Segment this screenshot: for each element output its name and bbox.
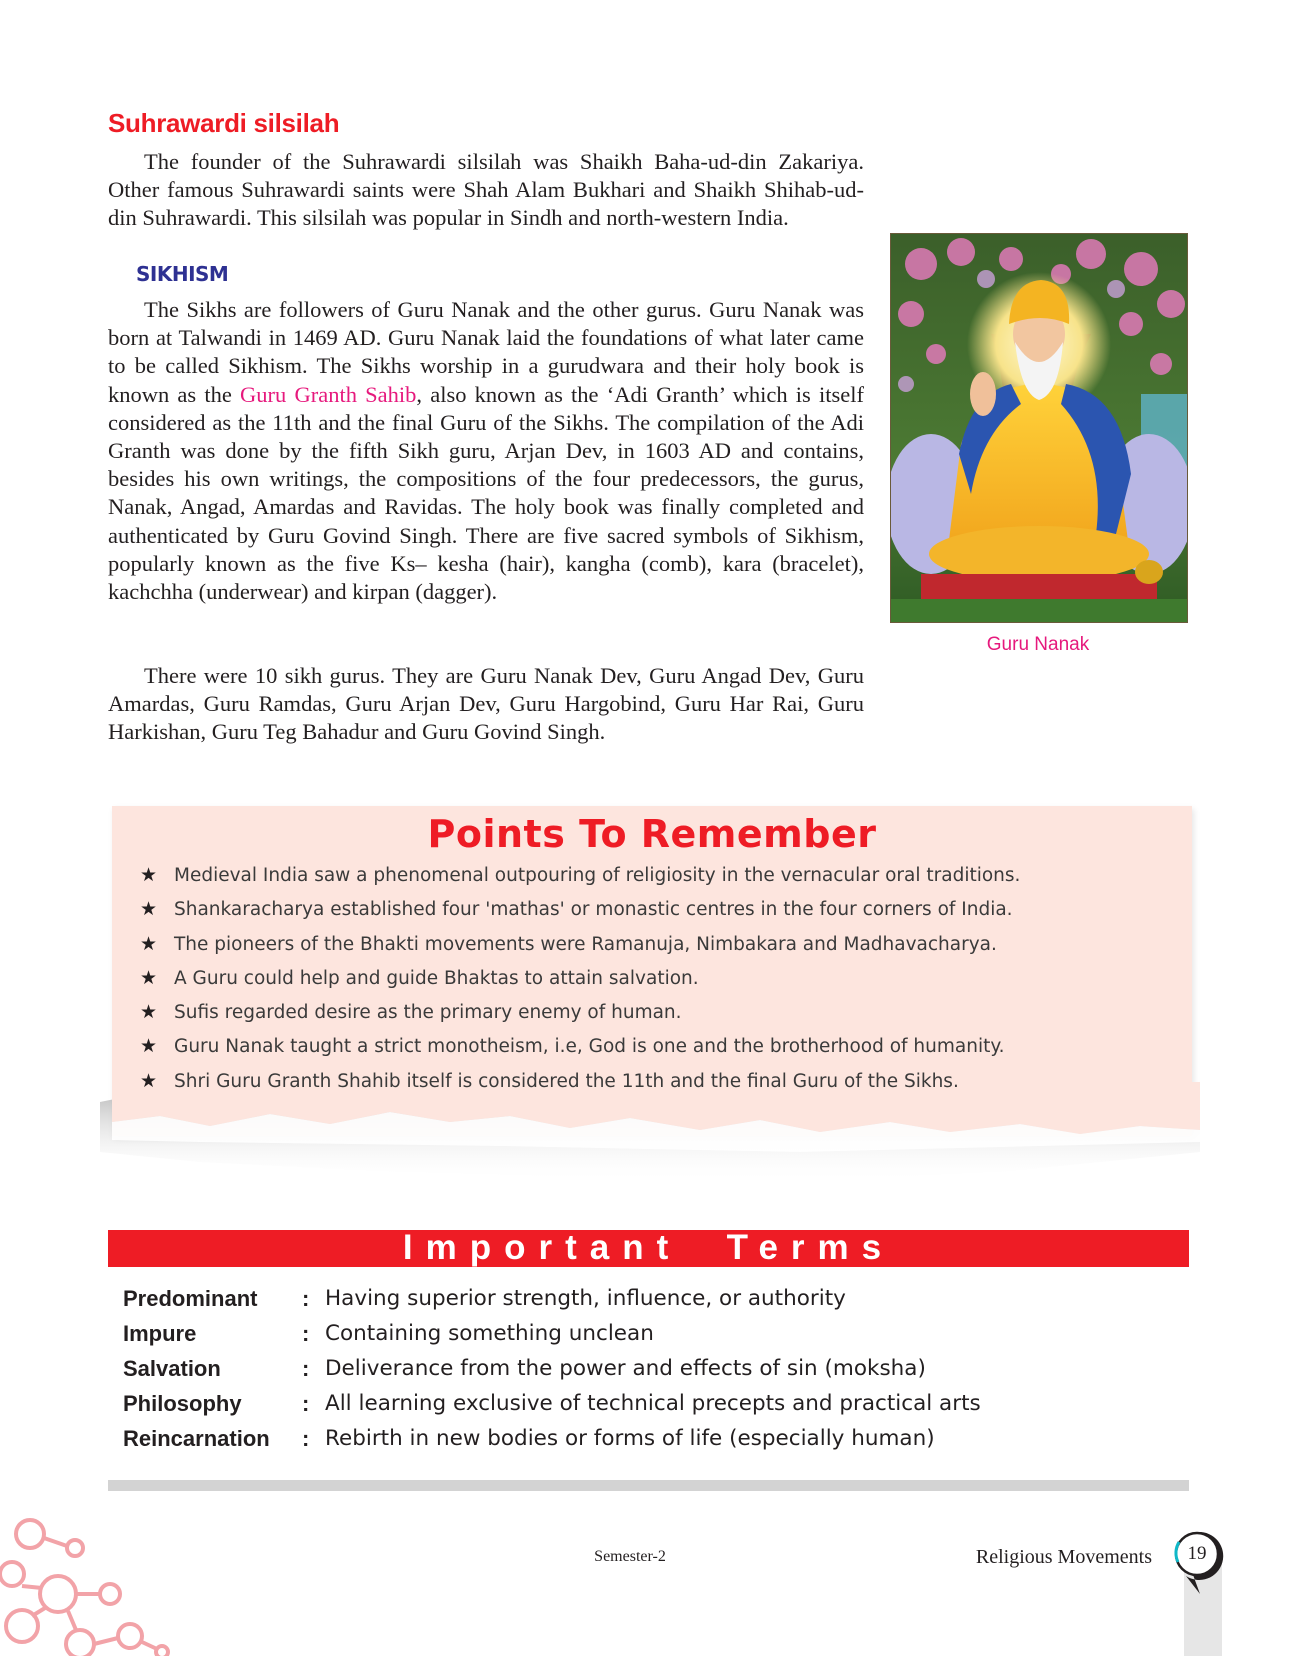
term-word: Salvation [123, 1356, 221, 1381]
circles-decoration [0, 1516, 175, 1656]
star-icon: ★ [140, 1069, 158, 1092]
points-list [140, 858, 1190, 1098]
term-separator: : [302, 1426, 310, 1451]
term-row [123, 1391, 1183, 1425]
section-heading-sikhism: SIKHISM [136, 262, 229, 286]
page-number: 19 [1187, 1543, 1207, 1564]
guru-nanak-portrait [890, 233, 1188, 623]
list-item-text: A Guru could help and guide Bhaktas to attain salvation. [174, 967, 699, 989]
star-icon: ★ [140, 898, 158, 921]
term-definition: All learning exclusive of technical precepts and practical arts [325, 1391, 981, 1416]
term-separator: : [302, 1286, 310, 1311]
term-definition: Containing something unclean [325, 1321, 654, 1346]
footer-chapter-title: Religious Movements [975, 1546, 1152, 1568]
paragraph-suhrawardi: The founder of the Suhrawardi silsilah was Shaikh Baha-ud-din Zakariya. Other famous Suhrawardi saints were Shah Alam Bukhari and Shaikh Shihab-ud-din Suhrawardi. This silsilah was popular in Sindh and north-western India. [108, 149, 864, 231]
divider [108, 1480, 1189, 1491]
star-icon: ★ [140, 966, 158, 989]
term-row [123, 1426, 1183, 1460]
important-terms-title: Important Terms [402, 1228, 895, 1267]
list-item [140, 892, 1190, 926]
star-icon: ★ [140, 1035, 158, 1058]
list-item-text: Shankaracharya established four 'mathas' or monastic centres in the four corners of India. [174, 899, 1013, 921]
term-word: Reincarnation [123, 1426, 270, 1451]
term-separator: : [302, 1321, 310, 1346]
paragraph-sikh-gurus: There were 10 sikh gurus. They are Guru Nanak Dev, Guru Angad Dev, Guru Amardas, Guru Ramdas, Guru Arjan Dev, Guru Hargobind, Guru Har Rai, Guru Harkishan, Guru Teg Bahadur and Guru Govind Singh. [108, 663, 864, 745]
highlight-guru-granth-sahib: Guru Granth Sahib [240, 381, 417, 407]
paragraph-text: The Sikhs are followers of Guru Nanak and the other gurus. Guru Nanak was born at Talwandi in 1469 AD. Guru Nanak laid the foundations of what later came to be called Sikhism. The Sikhs worship in a gurudwara and their holy book is known as the [108, 297, 864, 407]
term-row [123, 1321, 1183, 1355]
list-item [140, 961, 1190, 995]
term-definition: Rebirth in new bodies or forms of life (especially human) [325, 1426, 935, 1451]
list-item [140, 1029, 1190, 1063]
star-icon: ★ [140, 932, 158, 955]
paragraph-sikhism-1 [108, 296, 864, 606]
list-item-text: Shri Guru Granth Shahib itself is considered the 11th and the final Guru of the Sikhs. [174, 1070, 959, 1092]
star-icon: ★ [140, 864, 158, 886]
list-item-text: Medieval India saw a phenomenal outpouring of religiosity in the vernacular oral traditions. [174, 865, 1021, 886]
list-item [140, 995, 1190, 1029]
list-item [140, 927, 1190, 961]
star-icon: ★ [140, 1001, 158, 1024]
term-definition: Having superior strength, influence, or authority [325, 1286, 846, 1311]
term-word: Predominant [123, 1286, 258, 1311]
points-to-remember-title: Points To Remember [427, 812, 877, 856]
term-row [123, 1286, 1183, 1320]
figure-caption: Guru Nanak [986, 634, 1090, 655]
section-heading-suhrawardi: Suhrawardi silsilah [108, 108, 340, 138]
footer-semester: Semester-2 [594, 1548, 666, 1565]
term-definition: Deliverance from the power and effects of sin (moksha) [325, 1356, 926, 1381]
list-item-text: The pioneers of the Bhakti movements were Ramanuja, Nimbakara and Madhavacharya. [174, 933, 997, 955]
term-word: Impure [123, 1321, 197, 1346]
list-item-text: Sufis regarded desire as the primary enemy of human. [174, 1002, 682, 1024]
torn-paper-decoration [100, 1082, 1200, 1192]
list-item [140, 858, 1190, 892]
term-row [123, 1356, 1183, 1390]
term-separator: : [302, 1356, 310, 1381]
list-item [140, 1064, 1190, 1098]
term-word: Philosophy [123, 1391, 242, 1416]
paragraph-text: , also known as the ‘Adi Granth’ which is itself considered as the 11th and the final Guru of the Sikhs. The compilation of the Adi Granth was done by the fifth Sikh guru, Arjan Dev, in 1603 AD and contains, besides his own writings, the compositions of the four predecessors, the gurus, Nanak, Angad, Amardas and Ravidas. The holy book was finally completed and authenticated by Guru Govind Singh. There are five sacred symbols of Sikhism, popularly known as the five Ks– kesha (hair), kangha (comb), kara (bracelet), kachchha (underwear) and kirpan (dagger). [108, 381, 864, 605]
term-separator: : [302, 1391, 310, 1416]
list-item-text: Guru Nanak taught a strict monotheism, i.e, God is one and the brotherhood of humanity. [174, 1036, 1005, 1058]
